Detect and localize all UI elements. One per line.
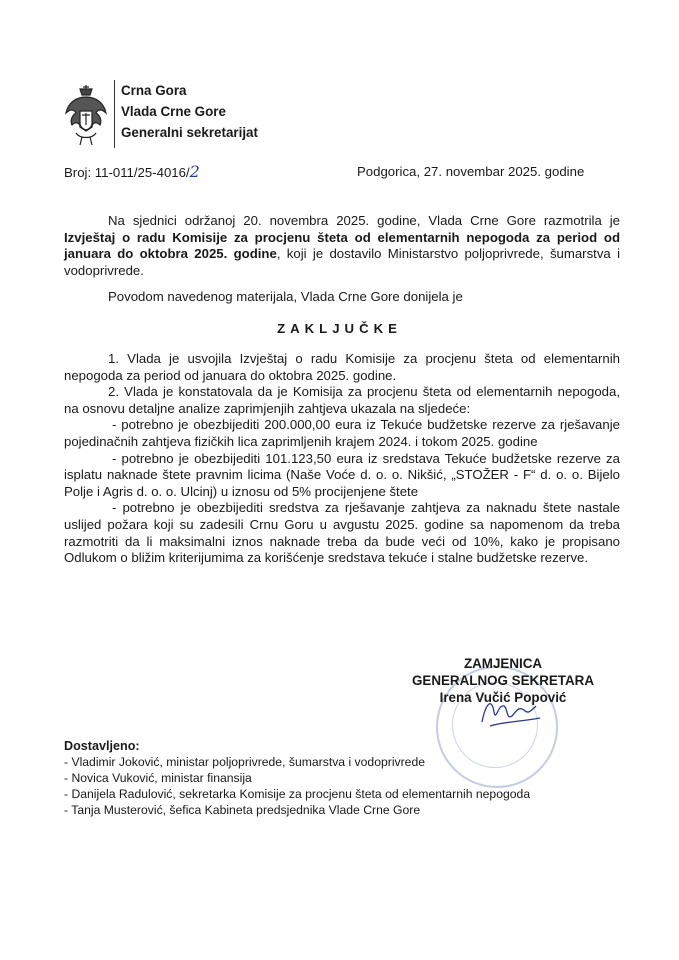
- intro-text-a: Na sjednici održanoj 20. novembra 2025. godine, Vlada Crne Gore razmotrila je: [108, 213, 620, 228]
- intro-paragraph: [64, 213, 620, 279]
- distribution-item: - Vladimir Joković, ministar poljoprivrede, šumarstva i vodoprivrede: [64, 755, 426, 769]
- header-secretariat: Generalni sekretarijat: [121, 125, 258, 140]
- report-title: Izvještaj o radu Komisije za procjenu šteta od elementarnih nepogoda za period od januara do oktobra 2025. godine: [64, 229, 620, 262]
- handwritten-number: 2: [189, 162, 200, 181]
- intro-text-b: , koji je dostavilo Ministarstvo poljoprivrede, šumarstva i vodoprivrede.: [64, 246, 620, 278]
- signatory-name: Irena Vučić Popović: [439, 690, 567, 705]
- distribution-list: [64, 738, 530, 818]
- reference-number: [64, 164, 200, 182]
- signature-title-1: ZAMJENICA: [463, 656, 543, 671]
- conclusion-item-2: 2. Vlada je konstatovala da je Komisija za procjenu šteta od elementarnih nepogoda, na osnovu detaljne analize zaprimjenjih zahtjeva ukazala na sljedeće:: [64, 384, 620, 416]
- decision-intro: [64, 289, 620, 306]
- conclusion-subitem-1: - potrebno je obezbijediti 200.000,00 eura iz Tekuće budžetske rezerve za rješavanje pojedinačnih zahtjeva fizičkih lica zaprimljenih krajem 2024. i tokom 2025. godine: [64, 417, 620, 449]
- signature-block: [398, 655, 608, 706]
- montenegro-coat-of-arms-icon: [62, 83, 110, 149]
- reference-number-text: Broj: 11-011/25-4016/: [64, 165, 190, 180]
- document-date: Podgorica, 27. novembar 2025. godine: [357, 164, 585, 179]
- conclusion-subitem-3: - potrebno je obezbijediti sredstva za rješavanje zahtjeva za naknadu štete nastale uslijed požara koji su zadesili Crnu Goru u avgustu 2025. godine sa napomenom da treba razmotriti da li maksimalni iznos naknade treba da bude veći od 10%, kako je propisano Odlukom o bližim kriterijumima za korišćenje sredstava tekuće i stalne budžetske rezerve.: [64, 500, 620, 566]
- conclusion-item-1: 1. Vlada je usvojila Izvještaj o radu Komisije za procjenu šteta od elementarnih nepogoda za period od januara do oktobra 2025. godine.: [64, 351, 620, 383]
- header-country: Crna Gora: [121, 83, 187, 98]
- conclusion-subitem-2: - potrebno je obezbijediti 101.123,50 eura iz sredstava Tekuće budžetske rezerve za isplatu naknade štete pravnim licima (Naše Voće d. o. o. Nikšić, „STOŽER - F“ d. o. o. Bijelo Polje i Agris d. o. o. Ulcinj) u iznosu od 5% procijenjene štete: [64, 450, 620, 499]
- distribution-item: - Tanja Musterović, šefica Kabineta predsjednika Vlade Crne Gore: [64, 803, 421, 817]
- signature-title-2: GENERALNOG SEKRETARA: [411, 673, 595, 688]
- distribution-item: - Novica Vuković, ministar finansija: [64, 771, 252, 785]
- header-government: Vlada Crne Gore: [121, 104, 226, 119]
- conclusions-list: [64, 351, 620, 567]
- header-divider: [114, 80, 115, 148]
- distribution-title: Dostavljeno:: [64, 739, 140, 753]
- conclusions-heading: ZAKLJUČKE: [277, 321, 402, 336]
- distribution-item: - Danijela Radulović, sekretarka Komisije za procjenu šteta od elementarnih nepogoda: [64, 787, 531, 801]
- decision-intro-text: Povodom navedenog materijala, Vlada Crne Gore donijela je: [108, 289, 463, 304]
